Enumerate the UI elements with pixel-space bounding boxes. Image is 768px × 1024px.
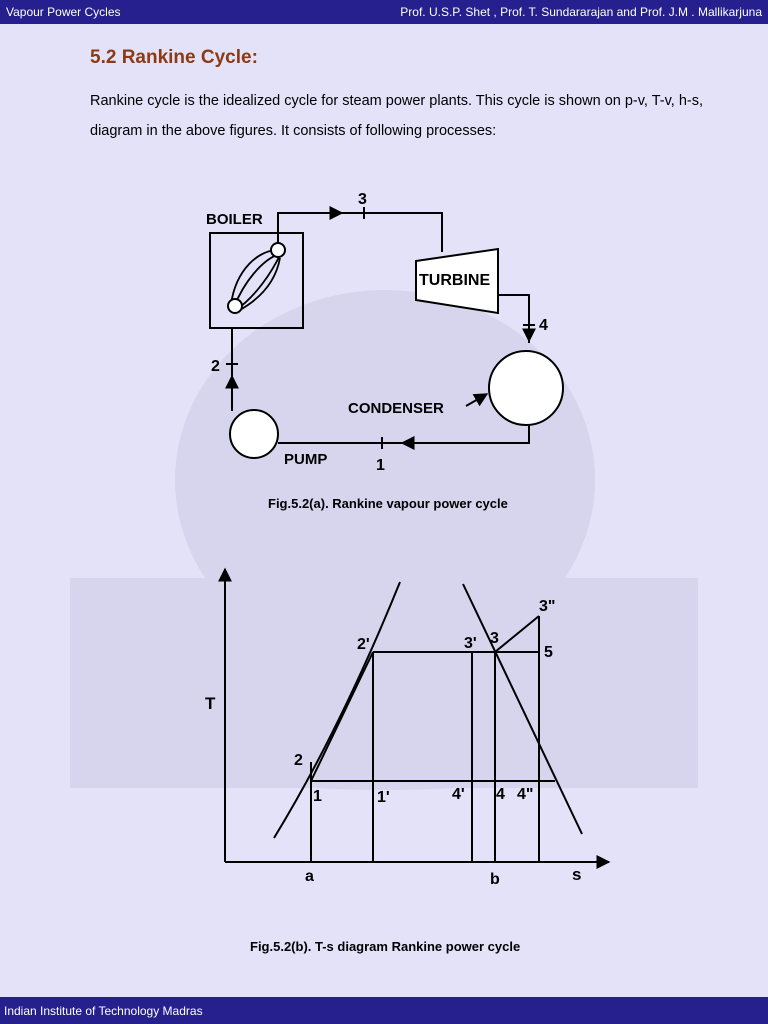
a-label: a — [305, 868, 314, 885]
point-2p-label: 2' — [357, 636, 370, 653]
boiler-outlet-header — [271, 243, 285, 257]
point-3-label: 3 — [490, 630, 499, 647]
b-label: b — [490, 871, 500, 888]
point-4pp-label: 4" — [517, 786, 534, 803]
point-4-label: 4 — [496, 786, 505, 803]
boiler-inlet-header — [228, 299, 242, 313]
condenser-circle — [489, 351, 563, 425]
state-3-label: 3 — [358, 191, 367, 208]
pump-label: PUMP — [284, 451, 328, 468]
state-4-label: 4 — [539, 317, 548, 334]
point-3p-label: 3' — [464, 635, 477, 652]
header-left: Vapour Power Cycles — [6, 5, 121, 19]
footer-bar — [0, 997, 768, 1024]
point-1p-label: 1' — [377, 789, 390, 806]
section-title: 5.2 Rankine Cycle: — [90, 47, 258, 68]
point-3pp-label: 3" — [539, 598, 556, 615]
header-right: Prof. U.S.P. Shet , Prof. T. Sundararajan and Prof. J.M . Mallikarjuna — [400, 5, 762, 19]
boiler-label: BOILER — [206, 211, 263, 228]
figure-a-caption: Fig.5.2(a). Rankine vapour power cycle — [268, 496, 508, 511]
point-1-label: 1 — [313, 788, 322, 805]
footer-text: Indian Institute of Technology Madras — [4, 1003, 203, 1018]
condenser-label: CONDENSER — [348, 400, 444, 417]
s-axis-label: s — [572, 865, 582, 884]
turbine-label: TURBINE — [419, 272, 491, 289]
figure-b-caption: Fig.5.2(b). T-s diagram Rankine power cycle — [250, 939, 521, 954]
state-1-label: 1 — [376, 457, 385, 474]
watermark — [70, 290, 698, 790]
pump-circle — [230, 410, 278, 458]
point-4p-label: 4' — [452, 786, 465, 803]
section-paragraph: Rankine cycle is the idealized cycle for steam power plants. This cycle is shown on p-v, T-v, h-s, diagram in the above figures. It consists of following processes: — [90, 93, 704, 139]
point-2-label: 2 — [294, 752, 303, 769]
state-2-label: 2 — [211, 358, 220, 375]
point-5-label: 5 — [544, 644, 553, 661]
t-axis-label: T — [205, 694, 216, 713]
